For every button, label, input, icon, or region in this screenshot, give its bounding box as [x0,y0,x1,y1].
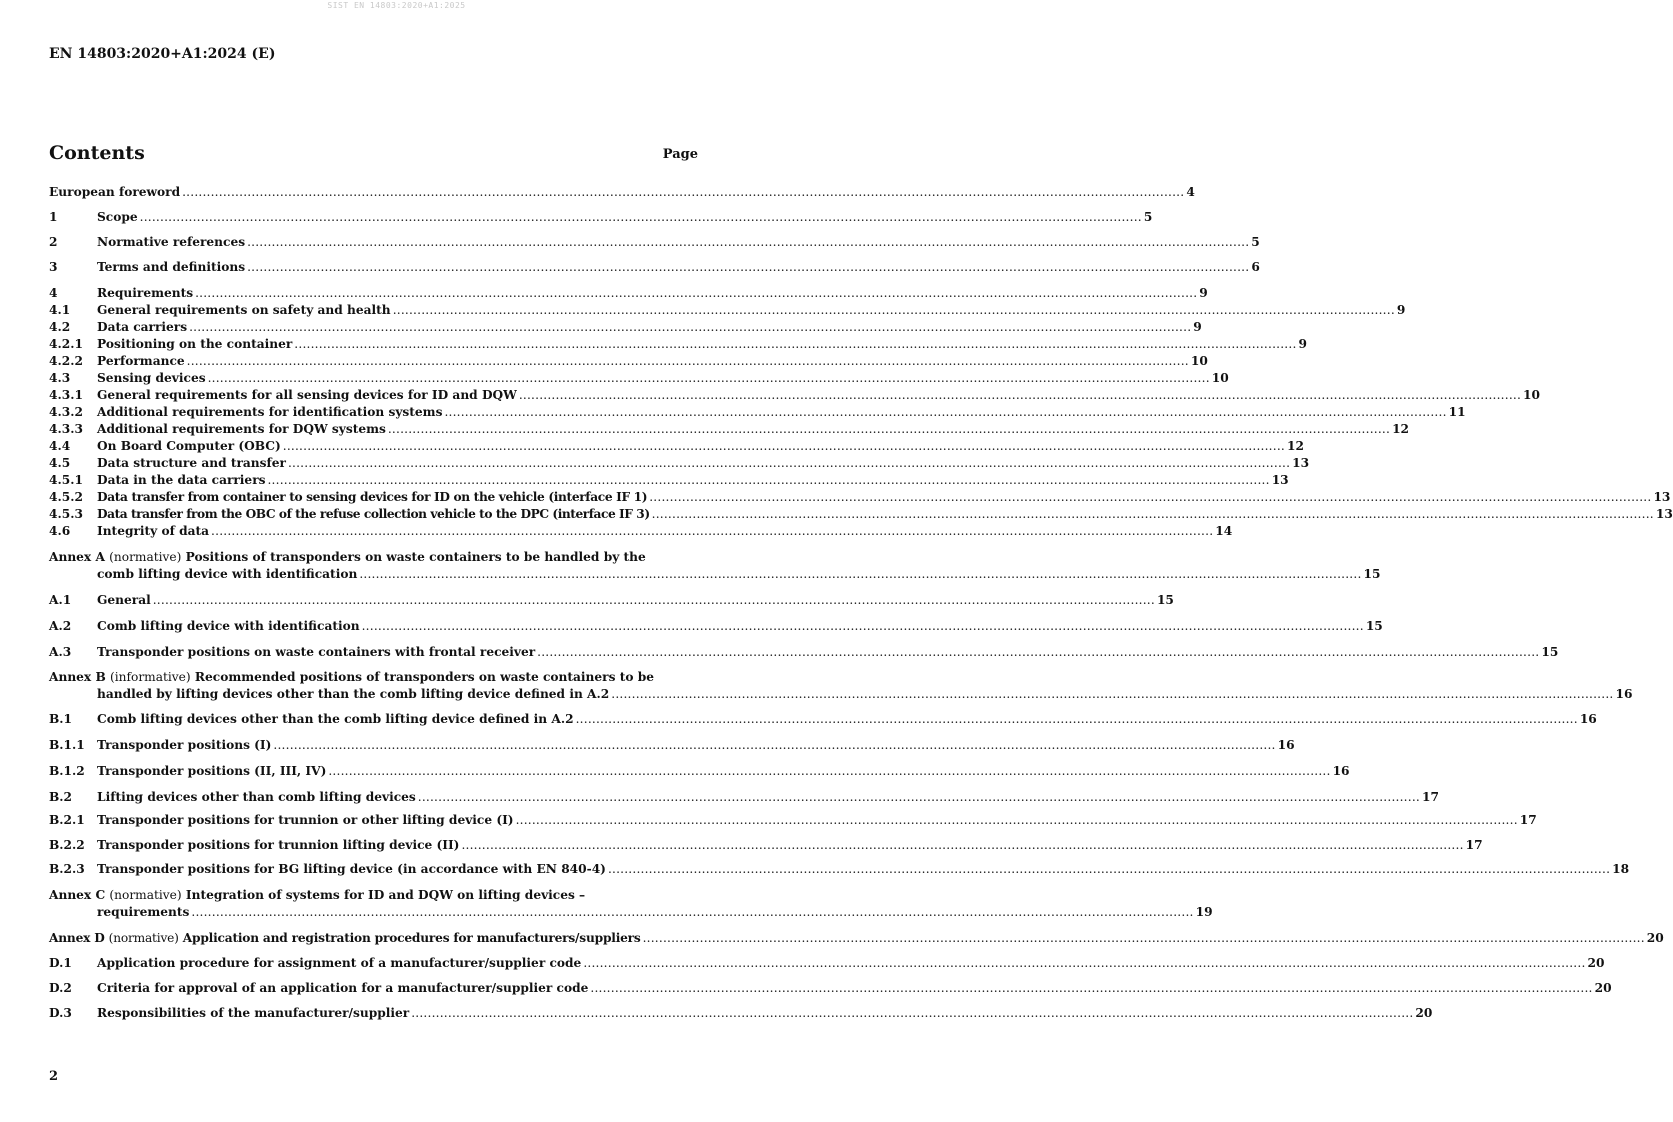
toc-entry-title: Transponder positions for BG lifting device (in accordance with EN 840-4) [97,862,606,876]
toc-entry-page: 17 [1421,790,1439,804]
toc-entry-number: 1 [49,210,58,224]
toc-entry-page: 16 [1579,712,1597,726]
dot-leader [359,566,1361,582]
dot-leader [208,370,1210,386]
toc-entry-page: 13 [1653,490,1671,504]
toc-entry-number: A.1 [49,593,72,607]
annex-label: Annex C [49,888,106,902]
dot-leader [418,789,1420,805]
toc-entry-page: 16 [1332,764,1350,778]
dot-leader [288,455,1290,471]
toc-entry-page: 15 [1156,593,1174,607]
toc-entry-b-2-2[interactable] [49,837,1483,853]
toc-entry-page: 15 [1541,645,1559,659]
toc-entry-title: Comb lifting device with identification [97,619,360,633]
dot-leader [140,209,1142,225]
annex-title-line-2: comb lifting device with identification [97,567,358,581]
toc-entry-4-6[interactable] [49,523,1233,539]
dot-leader [187,353,1189,369]
toc-entry-number: A.3 [49,645,72,659]
annex-label: Annex A [49,550,105,564]
toc-entry-number: 4.3.1 [49,388,83,402]
toc-entry-title: Performance [97,354,185,368]
dot-leader [362,618,1364,634]
dot-leader [590,980,1592,996]
toc-entry-page: 20 [1594,981,1612,995]
toc-entry-title: Criteria for approval of an application for a manufacturer/supplier code [97,981,589,995]
toc-entry-title: Requirements [97,286,194,300]
toc-entry-page: 15 [1363,567,1381,581]
toc-entry-title: Integrity of data [97,524,210,538]
dot-leader [537,644,1539,660]
toc-entry-d-3[interactable] [49,1005,1433,1021]
toc-entry-title: Transponder positions for trunnion or other lifting device (I) [97,813,514,827]
annex-label: Annex D [49,931,105,945]
toc-entry-b-2-3[interactable] [49,861,1630,877]
dot-leader [273,737,1275,753]
toc-entry-page: 14 [1215,524,1233,538]
page-number: 2 [49,1069,59,1084]
toc-entry-b-1-1[interactable] [49,737,1295,753]
toc-entry-title: Additional requirements for identification systems [97,405,443,419]
toc-entry-number: 4.2 [49,320,71,334]
toc-entry-page: 16 [1615,687,1633,701]
toc-entry-4-3[interactable] [49,370,1229,386]
toc-entry-page: 9 [1193,320,1202,334]
toc-entry-4-4[interactable] [49,438,1304,454]
toc-entry-number: 2 [49,235,58,249]
toc-entry-page: 5 [1251,235,1260,249]
toc-entry-4-1[interactable] [49,302,1406,318]
toc-entry-4-2[interactable] [49,319,1202,335]
toc-entry-title: Positioning on the container [97,337,293,351]
toc-entry-a-2[interactable] [49,618,1383,634]
toc-entry-number: B.2.2 [49,838,85,852]
dot-leader [516,812,1518,828]
toc-entry-page: 9 [1298,337,1307,351]
dot-leader [411,1005,1413,1021]
toc-entry-page: 13 [1292,456,1310,470]
toc-entry-number: 4.5.2 [49,490,83,504]
toc-entry-number: D.3 [49,1006,72,1020]
toc-entry-number: 3 [49,260,58,274]
dot-leader [461,837,1463,853]
toc-entry-page: 20 [1415,1006,1433,1020]
dot-leader [153,592,1155,608]
dot-leader [189,319,1191,335]
toc-entry-number: B.1 [49,712,73,726]
toc-entry-title: Additional requirements for DQW systems [97,422,386,436]
toc-entry-page: 6 [1251,260,1260,274]
annex-kind: (normative) [109,550,182,564]
dot-leader [191,904,1193,920]
watermark: SIST EN 14803:2020+A1:2025 [327,1,466,10]
toc-entry-page: 12 [1392,422,1410,436]
dot-leader [393,302,1395,318]
toc-entry-title: Lifting devices other than comb lifting devices [97,790,416,804]
toc-entry-title: Data in the data carriers [97,473,266,487]
toc-entry-4-5-3[interactable] [49,506,1673,522]
toc-annex-c-continuation[interactable] [97,904,1213,920]
toc-entry-number: B.1.2 [49,764,85,778]
toc-entry-4-5-2[interactable] [49,489,1671,505]
toc-entry-b-1[interactable] [49,711,1597,727]
toc-entry-4-2-2[interactable] [49,353,1208,369]
annex-title-line-1: Integration of systems for ID and DQW on lifting devices – [185,888,586,902]
toc-entry-a-3[interactable] [49,644,1559,660]
annex-title-line-1: Positions of transponders on waste containers to be handled by the [185,550,646,564]
annex-label: Annex B [49,670,106,684]
toc-entry-page: 20 [1646,931,1664,945]
contents-title: Contents [49,142,145,164]
dot-leader [195,285,1197,301]
toc-annex-c-heading[interactable] [49,887,698,903]
annex-kind: (normative) [109,888,182,902]
toc-entry-title: Comb lifting devices other than the comb lifting device defined in A.2 [97,712,574,726]
toc-entry-page: 18 [1612,862,1630,876]
dot-leader [643,930,1645,946]
dot-leader [247,234,1249,250]
dot-leader [283,438,1285,454]
toc-entry-4-2-1[interactable] [49,336,1307,352]
page-column-label: Page [662,147,698,162]
dot-leader [267,472,1269,488]
toc-entry-page: 4 [1186,185,1195,199]
toc-entry-page: 17 [1465,838,1483,852]
toc-entry-page: 12 [1286,439,1304,453]
toc-annex-a-heading[interactable] [49,549,698,565]
toc-annex-b-continuation[interactable] [97,686,1633,702]
toc-entry-title: Data carriers [97,320,188,334]
toc-entry-title: Responsibilities of the manufacturer/supplier [97,1006,410,1020]
dot-leader [649,489,1651,505]
toc-entry-4-3-1[interactable] [49,387,1541,403]
toc-entry-title: General requirements on safety and health [97,303,391,317]
toc-entry-title: General requirements for all sensing devices for ID and DQW [97,388,517,402]
toc-entry-number: 4 [49,286,58,300]
toc-entry-terms[interactable] [49,259,1260,275]
toc-entry-number: A.2 [49,619,72,633]
toc-entry-page: 5 [1143,210,1153,224]
annex-title-line-1: Recommended positions of transponders on waste containers to be [194,670,654,684]
dot-leader [211,523,1213,539]
toc-entry-number: B.2.1 [49,813,85,827]
dot-leader [608,861,1610,877]
toc-entry-number: 4.3.3 [49,422,83,436]
toc-entry-normative-references[interactable] [49,234,1260,250]
toc-entry-number: D.1 [49,956,72,970]
toc-entry-4-3-2[interactable] [49,404,1466,420]
toc-entry-title: Normative references [97,235,246,249]
dot-leader [519,387,1521,403]
toc-entry-title: Data structure and transfer [97,456,286,470]
toc-entry-number: 4.2.2 [49,354,83,368]
annex-title-line-2: handled by lifting devices other than the comb lifting device defined in A.2 [97,687,610,701]
toc-entry-page: 13 [1655,507,1673,521]
toc-entry-page: 10 [1211,371,1229,385]
toc-entry-page: 20 [1587,956,1605,970]
toc-entry-title: General [97,593,151,607]
toc-entry-title: Application procedure for assignment of a manufacturer/supplier code [97,956,582,970]
dot-leader [576,711,1578,727]
toc-entry-number: D.2 [49,981,72,995]
toc-entry-page: 10 [1190,354,1208,368]
toc-entry-page: 16 [1277,738,1295,752]
toc-entry-4-3-3[interactable] [49,421,1410,437]
toc-entry-page: 15 [1365,619,1383,633]
dot-leader [328,763,1330,779]
toc-entry-requirements[interactable] [49,285,1208,301]
annex-title-line-2: requirements [97,905,190,919]
dot-leader [652,506,1654,522]
toc-entry-4-5-1[interactable] [49,472,1289,488]
toc-entry-title: Terms and definitions [97,260,246,274]
toc-entry-title: Data transfer from container to sensing devices for ID on the vehicle (interface IF 1) [97,490,648,504]
toc-entry-number: 4.4 [49,439,71,453]
toc-entry-number: 4.3 [49,371,71,385]
toc-entry-d-2[interactable] [49,980,1612,996]
toc-entry-title: Transponder positions (I) [97,738,272,752]
toc-entry-title [49,930,641,946]
toc-entry-number: 4.3.2 [49,405,83,419]
toc-entry-page: 17 [1519,813,1537,827]
toc-entry-number: 4.6 [49,524,71,538]
dot-leader [247,259,1249,275]
toc-entry-number: 4.5 [49,456,71,470]
toc-entry-number: 4.5.3 [49,507,83,521]
toc-entry-page: 10 [1523,388,1541,402]
toc-entry-number: 4.1 [49,303,71,317]
toc-entry-foreword[interactable] [49,184,1195,200]
annex-kind: (informative) [110,670,191,684]
toc-entry-title: Transponder positions on waste containers with frontal receiver [97,645,536,659]
toc-entry-page: 13 [1271,473,1289,487]
toc-entry-title: Transponder positions (II, III, IV) [97,764,327,778]
dot-leader [294,336,1296,352]
toc-annex-d-heading[interactable] [49,930,1664,946]
toc-entry-title: European foreword [49,185,181,199]
toc-entry-page: 19 [1195,905,1213,919]
toc-annex-a-continuation[interactable] [97,566,1381,582]
toc-entry-b-1-2[interactable] [49,763,1350,779]
toc-entry-title: Transponder positions for trunnion lifting device (II) [97,838,460,852]
document-id-header: EN 14803:2020+A1:2024 (E) [49,46,276,62]
toc-entry-4-5[interactable] [49,455,1310,471]
toc-entry-page: 9 [1199,286,1208,300]
toc-entry-scope[interactable] [49,209,1153,225]
toc-entry-b-2[interactable] [49,789,1439,805]
annex-title: Application and registration procedures for manufacturers/suppliers [182,931,641,945]
toc-entry-title: Data transfer from the OBC of the refuse collection vehicle to the DPC (interface IF 3) [97,507,650,521]
toc-entry-d-1[interactable] [49,955,1605,971]
toc-entry-title: Scope [97,210,138,224]
dot-leader [444,404,1446,420]
toc-entry-a-1[interactable] [49,592,1174,608]
toc-entry-number: B.2 [49,790,73,804]
toc-entry-number: 4.5.1 [49,473,83,487]
toc-entry-number: 4.2.1 [49,337,83,351]
toc-annex-b-heading[interactable] [49,669,698,685]
toc-entry-b-2-1[interactable] [49,812,1537,828]
toc-entry-title: On Board Computer (OBC) [97,439,281,453]
dot-leader [611,686,1613,702]
toc-entry-page: 11 [1448,405,1466,419]
dot-leader [388,421,1390,437]
dot-leader [583,955,1585,971]
toc-entry-number: B.2.3 [49,862,85,876]
dot-leader [182,184,1184,200]
annex-kind: (normative) [108,931,179,945]
toc-entry-number: B.1.1 [49,738,85,752]
toc-entry-title: Sensing devices [97,371,206,385]
toc-entry-page: 9 [1396,303,1406,317]
